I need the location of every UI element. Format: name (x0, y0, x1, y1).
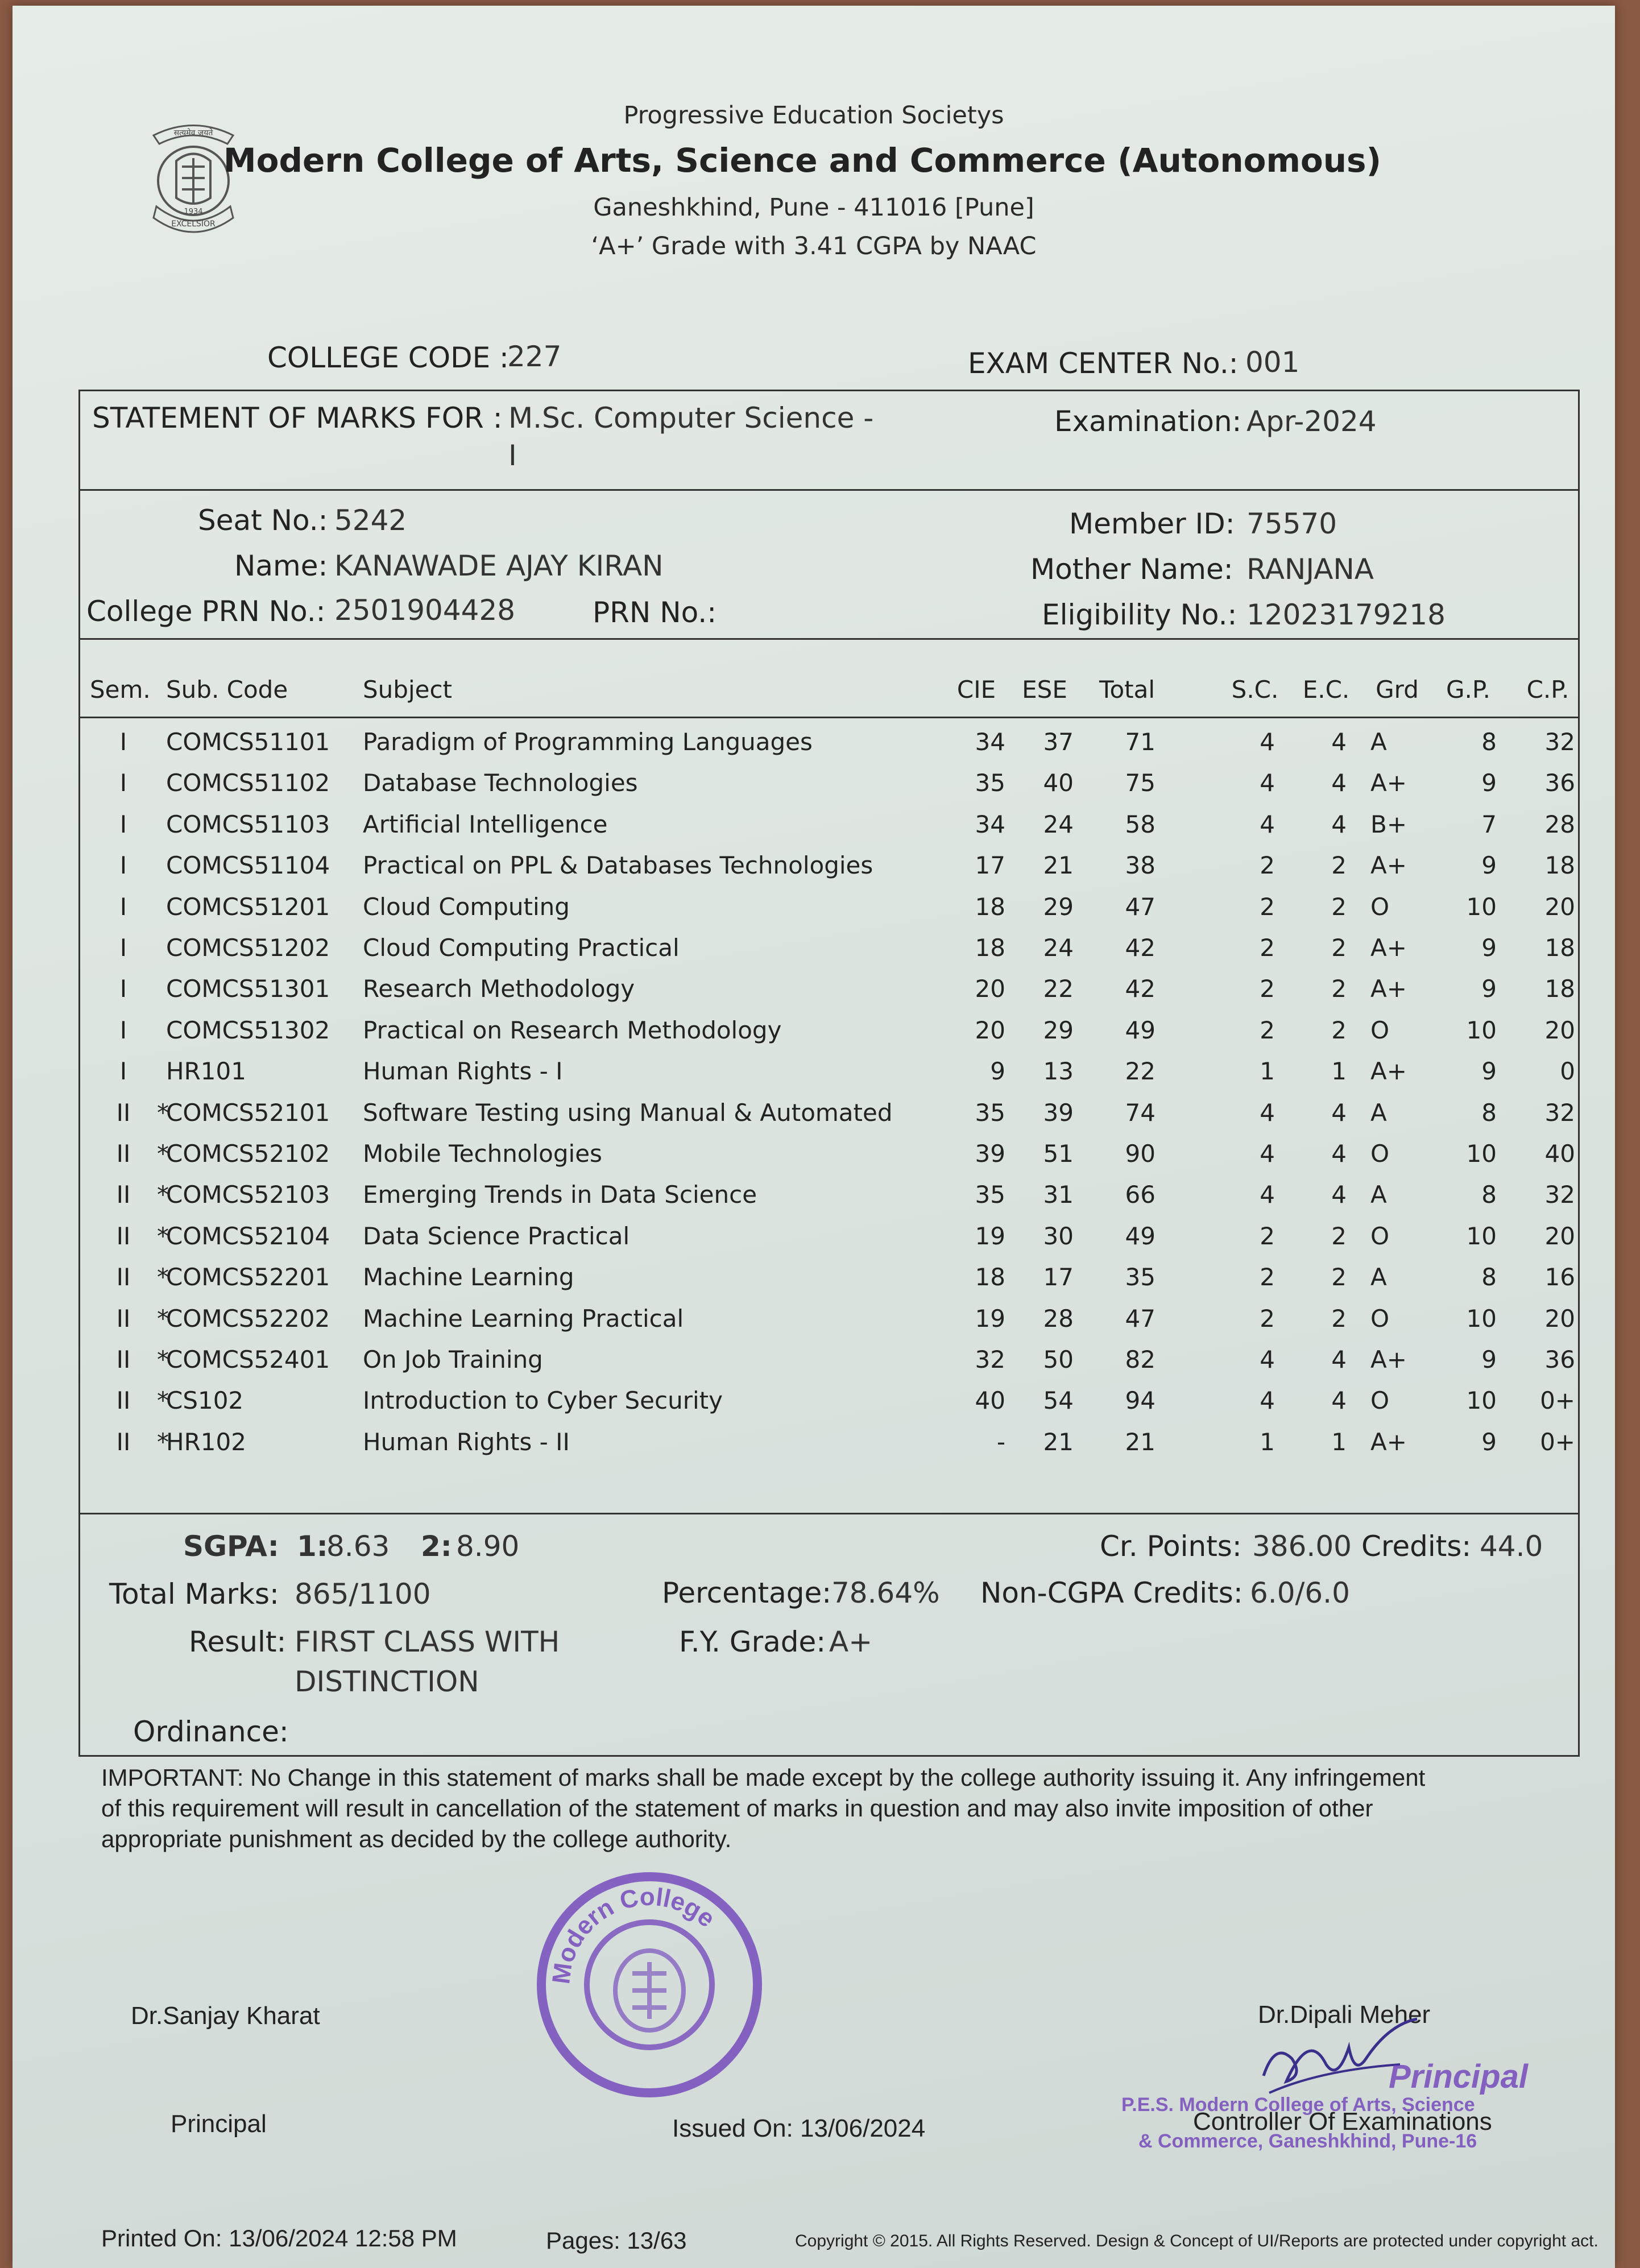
cell-cie: 34 (975, 728, 1005, 756)
cell-cie: 34 (975, 810, 1005, 838)
repeat-marker: * (157, 1387, 169, 1415)
cell-total: 42 (1125, 975, 1156, 1003)
cell-grd: A+ (1370, 1057, 1407, 1086)
cell-cp: 20 (1544, 1304, 1575, 1332)
cell-sc: 2 (1260, 1222, 1275, 1250)
cell-cie: 19 (975, 1222, 1005, 1250)
cell-subject: Emerging Trends in Data Science (363, 1181, 757, 1209)
cell-code: COMCS52101 (166, 1098, 330, 1127)
column-header: Grd (1376, 676, 1419, 703)
total-marks-label: Total Marks: (109, 1578, 279, 1611)
cell-cp: 28 (1544, 810, 1575, 838)
cell-cie: 39 (975, 1140, 1005, 1168)
cell-total: 58 (1125, 810, 1156, 838)
principal-name: Dr.Sanjay Kharat (131, 2002, 320, 2030)
column-header: Sem. (90, 676, 151, 703)
cell-subject: Machine Learning (363, 1263, 574, 1292)
cell-subject: Database Technologies (363, 769, 638, 797)
cell-gp: 9 (1481, 851, 1497, 880)
cell-sem: I (119, 1016, 127, 1044)
marksheet-page (13, 6, 1615, 2268)
cell-total: 75 (1125, 769, 1156, 797)
cell-grd: A+ (1370, 975, 1407, 1003)
cell-cie: 35 (975, 1181, 1005, 1209)
cell-gp: 10 (1466, 892, 1497, 921)
cell-cie: 17 (975, 851, 1005, 880)
college-code-label: COLLEGE CODE : (267, 341, 509, 374)
cell-grd: O (1370, 1140, 1390, 1168)
cell-total: 90 (1125, 1140, 1156, 1168)
svg-text:Modern College (547, 1883, 720, 1986)
cell-subject: Research Methodology (363, 975, 635, 1003)
sgpa1-label: 1: (297, 1530, 328, 1563)
cell-sem: I (119, 728, 127, 756)
cell-sc: 4 (1260, 1181, 1275, 1209)
divider (78, 638, 1580, 640)
sgpa-sem1: 8.63 (326, 1530, 390, 1563)
cell-ese: 24 (1043, 810, 1074, 838)
logo-motto: EXCELSIOR (171, 220, 216, 229)
sgpa-label: SGPA: (183, 1530, 279, 1563)
round-stamp-text: Modern College (547, 1882, 720, 1986)
cell-sem: II (116, 1387, 131, 1415)
cell-ese: 13 (1043, 1057, 1074, 1086)
cell-code: COMCS51302 (166, 1016, 330, 1044)
cell-subject: On Job Training (363, 1346, 543, 1373)
cell-ese: 29 (1043, 1016, 1074, 1044)
cell-ese: 31 (1043, 1181, 1074, 1209)
cell-sem: I (119, 892, 127, 921)
cell-ese: 54 (1043, 1387, 1074, 1415)
cell-sc: 2 (1260, 934, 1275, 962)
cell-gp: 10 (1466, 1222, 1497, 1250)
repeat-marker: * (157, 1181, 169, 1209)
cell-gp: 10 (1466, 1387, 1497, 1415)
cell-ese: 17 (1043, 1263, 1074, 1292)
cell-total: 42 (1125, 934, 1156, 962)
cell-ec: 1 (1331, 1427, 1347, 1456)
cell-subject: Human Rights - II (363, 1427, 570, 1456)
cell-code: COMCS52103 (166, 1181, 330, 1209)
cell-ec: 2 (1331, 892, 1347, 921)
examination-label: Examination: (1054, 405, 1242, 438)
cell-sc: 4 (1260, 1140, 1275, 1168)
cell-total: 47 (1125, 892, 1156, 921)
statement-label: STATEMENT OF MARKS FOR : (92, 402, 503, 434)
cell-ese: 37 (1043, 728, 1074, 756)
cell-ec: 4 (1331, 769, 1347, 797)
cell-gp: 9 (1481, 1346, 1497, 1373)
college-round-stamp (536, 1871, 763, 2099)
cell-sem: I (119, 769, 127, 797)
sgpa-sem2: 8.90 (456, 1530, 520, 1563)
cell-grd: A+ (1370, 851, 1407, 880)
column-header: E.C. (1302, 676, 1350, 703)
repeat-marker: * (157, 1346, 169, 1373)
cell-sc: 2 (1260, 975, 1275, 1003)
divider (78, 1513, 1580, 1514)
eligibility-label: Eligibility No.: (1042, 598, 1237, 631)
cell-gp: 9 (1481, 1057, 1497, 1086)
cr-points: 386.00 (1252, 1530, 1352, 1563)
cell-sem: II (116, 1427, 131, 1456)
cell-sem: II (116, 1304, 131, 1332)
cell-total: 49 (1125, 1016, 1156, 1044)
repeat-marker: * (157, 1098, 169, 1127)
cell-cie: 35 (975, 1098, 1005, 1127)
cell-cp: 40 (1544, 1140, 1575, 1168)
cell-gp: 8 (1481, 1263, 1497, 1292)
name-label: Name: (234, 549, 328, 582)
cell-cp: 36 (1544, 1346, 1575, 1373)
coe-title: Controller Of Examinations (1193, 2108, 1492, 2135)
logo-year: 1934 (184, 208, 203, 216)
cell-total: 38 (1125, 851, 1156, 880)
logo-top-text: सत्यमेव जयते (173, 129, 213, 138)
cell-sem: I (119, 934, 127, 962)
cell-subject: Cloud Computing Practical (363, 934, 680, 962)
cell-total: 35 (1125, 1263, 1156, 1292)
cell-total: 49 (1125, 1222, 1156, 1250)
repeat-marker: * (157, 1140, 169, 1168)
cell-cp: 32 (1544, 1181, 1575, 1209)
result-label: Result: (189, 1625, 287, 1658)
cell-gp: 9 (1481, 1427, 1497, 1456)
cell-subject: Human Rights - I (363, 1057, 563, 1086)
cell-sc: 2 (1260, 851, 1275, 880)
cell-sem: I (119, 810, 127, 838)
cell-grd: O (1370, 1304, 1390, 1332)
cell-total: 71 (1125, 728, 1156, 756)
cell-sem: I (119, 1057, 127, 1086)
cell-ec: 2 (1331, 851, 1347, 880)
cell-code: COMCS51101 (166, 728, 330, 756)
college-prn: 2501904428 (334, 594, 516, 627)
cell-total: 74 (1125, 1098, 1156, 1127)
cell-cie: 9 (990, 1057, 1005, 1086)
repeat-marker: * (157, 1222, 169, 1250)
cell-sc: 2 (1260, 1016, 1275, 1044)
cell-code: COMCS51202 (166, 934, 330, 962)
printed-on: Printed On: 13/06/2024 12:58 PM (101, 2225, 457, 2252)
cell-ec: 4 (1331, 1140, 1347, 1168)
cell-sem: I (119, 975, 127, 1003)
column-header: Subject (363, 676, 453, 703)
cell-ec: 2 (1331, 1222, 1347, 1250)
cell-cp: 18 (1544, 851, 1575, 880)
cell-grd: O (1370, 1016, 1390, 1044)
cell-subject: Software Testing using Manual & Automated (363, 1098, 893, 1127)
cell-sem: II (116, 1346, 131, 1373)
cell-cie: 18 (975, 1263, 1005, 1292)
cell-ese: 28 (1043, 1304, 1074, 1332)
cell-gp: 8 (1481, 1181, 1497, 1209)
important-notice-line3: appropriate punishment as decided by the college authority. (101, 1826, 732, 1852)
seat-label: Seat No.: (198, 504, 328, 537)
cell-grd: A (1370, 1098, 1387, 1127)
non-cgpa-credits: 6.0/6.0 (1250, 1576, 1350, 1609)
cell-total: 66 (1125, 1181, 1156, 1209)
cell-subject: Mobile Technologies (363, 1140, 602, 1168)
cell-sem: II (116, 1222, 131, 1250)
percentage: 78.64% (831, 1576, 940, 1609)
column-header: Total (1099, 676, 1156, 703)
cell-grd: A+ (1370, 769, 1407, 797)
cell-grd: O (1370, 892, 1390, 921)
cell-total: 82 (1125, 1346, 1156, 1373)
cell-sc: 4 (1260, 769, 1275, 797)
college-prn-label: College PRN No.: (86, 595, 326, 628)
cell-ese: 39 (1043, 1098, 1074, 1127)
cell-code: COMCS52104 (166, 1222, 330, 1250)
cell-ese: 50 (1043, 1346, 1074, 1373)
cell-cp: 20 (1544, 1222, 1575, 1250)
mother-name-label: Mother Name: (1030, 553, 1233, 586)
cell-sc: 2 (1260, 892, 1275, 921)
cell-ec: 1 (1331, 1057, 1347, 1086)
cell-total: 47 (1125, 1304, 1156, 1332)
cell-code: COMCS51103 (166, 810, 330, 838)
cell-cp: 0+ (1540, 1427, 1575, 1456)
cell-grd: A (1370, 1263, 1387, 1292)
cell-grd: A+ (1370, 1346, 1407, 1373)
mother-name: RANJANA (1246, 553, 1374, 586)
cell-cp: 0 (1560, 1057, 1575, 1086)
cell-sc: 4 (1260, 1387, 1275, 1415)
cell-grd: A+ (1370, 934, 1407, 962)
cell-subject: Cloud Computing (363, 892, 570, 921)
cell-subject: Artificial Intelligence (363, 810, 608, 838)
copyright-notice: Copyright © 2015. All Rights Reserved. Design & Concept of UI/Reports are protected under copyright act. (795, 2232, 1598, 2250)
cell-sem: II (116, 1181, 131, 1209)
cell-code: COMCS52201 (166, 1263, 330, 1292)
important-notice-line2: of this requirement will result in cancellation of the statement of marks in question and may also invite imposition of other (101, 1795, 1373, 1822)
cell-cp: 18 (1544, 975, 1575, 1003)
cell-ese: 29 (1043, 892, 1074, 921)
cell-ese: 22 (1043, 975, 1074, 1003)
cell-sc: 4 (1260, 1098, 1275, 1127)
cell-cp: 20 (1544, 1016, 1575, 1044)
credits: 44.0 (1480, 1530, 1543, 1563)
total-marks: 865/1100 (295, 1578, 431, 1611)
cell-cie: 19 (975, 1304, 1005, 1332)
principal-stamp-line2: & Commerce, Ganeshkhind, Pune-16 (1138, 2130, 1477, 2152)
cell-gp: 8 (1481, 1098, 1497, 1127)
fy-grade-label: F.Y. Grade: (679, 1625, 826, 1658)
cell-sc: 1 (1260, 1427, 1275, 1456)
cell-cie: 35 (975, 769, 1005, 797)
result-line1: FIRST CLASS WITH (295, 1625, 560, 1658)
cell-ec: 2 (1331, 1016, 1347, 1044)
column-header: ESE (1022, 676, 1067, 703)
cell-cie: 18 (975, 934, 1005, 962)
result-line2: DISTINCTION (295, 1665, 479, 1698)
course-name: M.Sc. Computer Science - (508, 402, 874, 434)
course-part: I (508, 439, 517, 472)
cell-sc: 2 (1260, 1263, 1275, 1292)
cell-code: HR101 (166, 1057, 246, 1086)
cell-sem: II (116, 1098, 131, 1127)
cell-sc: 1 (1260, 1057, 1275, 1086)
repeat-marker: * (157, 1304, 169, 1332)
naac-grade: ‘A+’ Grade with 3.41 CGPA by NAAC (591, 232, 1037, 260)
cell-grd: A (1370, 1181, 1387, 1209)
cell-ec: 2 (1331, 934, 1347, 962)
cell-cie: 32 (975, 1346, 1005, 1373)
column-header: C.P. (1526, 676, 1569, 703)
cell-code: COMCS52202 (166, 1304, 330, 1332)
seat-number: 5242 (334, 504, 407, 537)
column-header: G.P. (1446, 676, 1491, 703)
cell-gp: 7 (1481, 810, 1497, 838)
cell-cp: 32 (1544, 728, 1575, 756)
cell-ec: 4 (1331, 1098, 1347, 1127)
cell-subject: Introduction to Cyber Security (363, 1387, 723, 1415)
cell-sc: 2 (1260, 1304, 1275, 1332)
cell-cie: 18 (975, 892, 1005, 921)
cell-subject: Data Science Practical (363, 1222, 630, 1250)
cell-ec: 4 (1331, 728, 1347, 756)
important-notice-line1: IMPORTANT: No Change in this statement of marks shall be made except by the college authority issuing it. Any infringement (101, 1764, 1426, 1791)
examination-value: Apr-2024 (1246, 405, 1377, 438)
cell-ese: 24 (1043, 934, 1074, 962)
principal-stamp-title: Principal (1389, 2058, 1528, 2095)
cell-code: HR102 (166, 1427, 246, 1456)
ordinance-label: Ordinance: (133, 1715, 289, 1748)
divider (78, 717, 1580, 718)
cell-ese: 21 (1043, 851, 1074, 880)
cell-ec: 4 (1331, 1346, 1347, 1373)
cell-cie: - (996, 1427, 1005, 1456)
cell-sc: 4 (1260, 728, 1275, 756)
cell-cp: 16 (1544, 1263, 1575, 1292)
cell-sc: 4 (1260, 810, 1275, 838)
cell-ese: 21 (1043, 1427, 1074, 1456)
cell-cp: 20 (1544, 892, 1575, 921)
exam-center-label: EXAM CENTER No.: (968, 347, 1239, 380)
cell-cie: 20 (975, 975, 1005, 1003)
cell-cie: 20 (975, 1016, 1005, 1044)
cell-ese: 51 (1043, 1140, 1074, 1168)
cell-ec: 4 (1331, 1181, 1347, 1209)
exam-center: 001 (1245, 346, 1300, 379)
cell-gp: 10 (1466, 1016, 1497, 1044)
cell-cp: 32 (1544, 1098, 1575, 1127)
coe-name: Dr.Dipali Meher (1258, 2001, 1431, 2029)
page-count: Pages: 13/63 (546, 2227, 687, 2254)
college-code: 227 (507, 340, 562, 373)
cell-code: COMCS51301 (166, 975, 330, 1003)
divider (78, 489, 1580, 491)
non-cgpa-label: Non-CGPA Credits: (980, 1576, 1243, 1609)
member-id-label: Member ID: (1069, 507, 1235, 540)
principal-stamp-line1: P.E.S. Modern College of Arts, Science (1121, 2094, 1475, 2116)
column-header: Sub. Code (166, 676, 288, 703)
cell-ec: 2 (1331, 975, 1347, 1003)
column-header: CIE (956, 676, 996, 703)
cell-total: 21 (1125, 1427, 1156, 1456)
cell-ec: 2 (1331, 1263, 1347, 1292)
credits-label: Credits: (1361, 1530, 1472, 1563)
cell-ese: 40 (1043, 769, 1074, 797)
cell-cie: 40 (975, 1387, 1005, 1415)
cell-cp: 36 (1544, 769, 1575, 797)
prn-label: PRN No.: (593, 596, 717, 629)
principal-title: Principal (171, 2110, 267, 2138)
cell-sc: 4 (1260, 1346, 1275, 1373)
eligibility-number: 12023179218 (1246, 598, 1446, 631)
cell-subject: Machine Learning Practical (363, 1304, 684, 1332)
cell-gp: 8 (1481, 728, 1497, 756)
society-name: Progressive Education Societys (623, 101, 1004, 130)
cell-cp: 18 (1544, 934, 1575, 962)
cell-ec: 4 (1331, 810, 1347, 838)
cell-gp: 10 (1466, 1140, 1497, 1168)
college-address: Ganeshkhind, Pune - 411016 [Pune] (593, 193, 1034, 222)
student-name: KANAWADE AJAY KIRAN (334, 549, 664, 582)
cell-sem: II (116, 1263, 131, 1292)
cell-sem: I (119, 851, 127, 880)
cell-subject: Practical on Research Methodology (363, 1016, 782, 1044)
cell-code: COMCS52401 (166, 1346, 330, 1373)
cell-grd: B+ (1370, 810, 1407, 838)
sgpa2-label: 2: (421, 1530, 452, 1563)
college-name: Modern College of Arts, Science and Commerce (Autonomous) (223, 141, 1382, 180)
cell-grd: O (1370, 1222, 1390, 1250)
cell-grd: A (1370, 728, 1387, 756)
cell-sem: II (116, 1140, 131, 1168)
cell-code: COMCS52102 (166, 1140, 330, 1168)
repeat-marker: * (157, 1263, 169, 1292)
cell-total: 94 (1125, 1387, 1156, 1415)
cell-cp: 0+ (1540, 1387, 1575, 1415)
column-header: S.C. (1231, 676, 1279, 703)
percentage-label: Percentage: (662, 1576, 832, 1609)
cell-ec: 4 (1331, 1387, 1347, 1415)
cell-grd: A+ (1370, 1427, 1407, 1456)
cell-ese: 30 (1043, 1222, 1074, 1250)
cell-gp: 9 (1481, 769, 1497, 797)
cell-code: CS102 (166, 1387, 244, 1415)
cell-subject: Paradigm of Programming Languages (363, 728, 813, 756)
cell-grd: O (1370, 1387, 1390, 1415)
cell-gp: 9 (1481, 934, 1497, 962)
cell-code: COMCS51104 (166, 851, 330, 880)
cr-points-label: Cr. Points: (1100, 1530, 1242, 1563)
cell-gp: 10 (1466, 1304, 1497, 1332)
cell-subject: Practical on PPL & Databases Technologies (363, 851, 873, 880)
cell-ec: 2 (1331, 1304, 1347, 1332)
cell-gp: 9 (1481, 975, 1497, 1003)
cell-code: COMCS51102 (166, 769, 330, 797)
cell-total: 22 (1125, 1057, 1156, 1086)
repeat-marker: * (157, 1427, 169, 1456)
fy-grade: A+ (829, 1625, 873, 1658)
cell-code: COMCS51201 (166, 892, 330, 921)
issued-on: Issued On: 13/06/2024 (672, 2114, 926, 2142)
member-id: 75570 (1246, 507, 1337, 540)
